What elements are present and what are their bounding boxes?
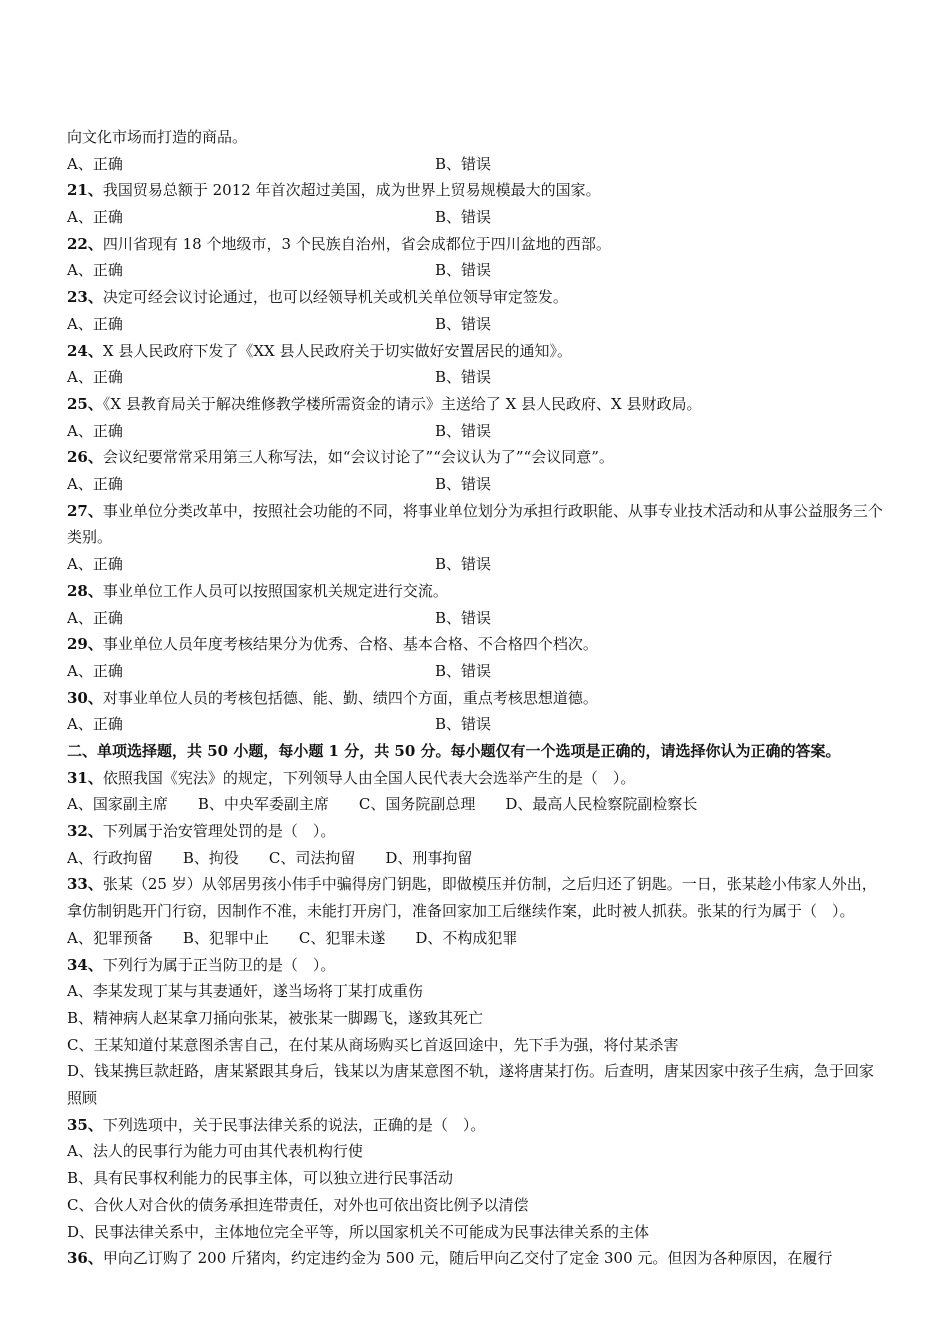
answer-options (67, 551, 887, 578)
question-stem (67, 952, 887, 979)
question-stem (67, 177, 887, 204)
question-stem (67, 1245, 887, 1272)
option-true: A、正确 (67, 421, 123, 440)
answer-option: D、不构成犯罪 (415, 928, 518, 947)
answer-option: B、具有民事权利能力的民事主体，可以独立进行民事活动 (67, 1169, 454, 1188)
option-false: B、错误 (435, 208, 492, 227)
question-stem (67, 498, 887, 551)
question-text: 会议纪要常常采用第三人称写法，如“会议讨论了”“会议认为了”“会议同意”。 (102, 448, 614, 467)
question-text: 对事业单位人员的考核包括德、能、勤、绩四个方面，重点考核思想道德。 (102, 688, 598, 707)
option-true: A、正确 (67, 368, 123, 387)
question-number: 34、 (67, 955, 103, 974)
answer-option: A、犯罪预备 (67, 928, 153, 947)
question-text: 甲向乙订购了 200 斤猪肉，约定违约金为 500 元，随后甲向乙交付了定金 300 元。但因为各种原因，在履行 (102, 1249, 833, 1268)
question-number: 27、 (67, 501, 103, 520)
question-text: 张某（25 岁）从邻居男孩小伟手中骗得房门钥匙，即做模压并仿制，之后归还了钥匙。一日，张某趁小伟家人外出，拿仿制钥匙开门行窃，因制作不准，未能打开房门，准备回家加工后继续作案，此时被人抓获。张某的行为属于（ ）。 (67, 875, 877, 921)
answer-options (67, 605, 887, 632)
question-number: 23、 (67, 288, 103, 307)
question-number: 33、 (67, 875, 103, 894)
question-stem (67, 631, 887, 658)
option-true: A、正确 (67, 314, 123, 333)
question-stem (67, 765, 887, 792)
question-stem (67, 818, 887, 845)
answer-options (67, 791, 887, 818)
question-stem (67, 578, 887, 605)
answer-option: A、李某发现丁某与其妻通奸，遂当场将丁某打成重伤 (67, 982, 423, 1001)
answer-option: D、钱某携巨款赶路，唐某紧跟其身后，钱某以为唐某意图不轨，遂将唐某打伤。后查明，唐某因家中孩子生病，急于回家照顾 (67, 1062, 875, 1108)
question-text: 四川省现有 18 个地级市，3 个民族自治州，省会成都位于四川盆地的西部。 (102, 234, 611, 253)
question-text: X 县人民政府下发了《XX 县人民政府关于切实做好安置居民的通知》。 (102, 341, 572, 360)
answer-option: C、合伙人对合伙的债务承担连带责任，对外也可依出资比例予以清偿 (67, 1195, 529, 1214)
option-true: A、正确 (67, 608, 123, 627)
option-false: B、错误 (435, 608, 492, 627)
question-text: 下列属于治安管理处罚的是（ ）。 (102, 822, 336, 841)
question-number: 26、 (67, 448, 103, 467)
question-stem (67, 871, 887, 924)
answer-options (67, 711, 887, 738)
option-true: A、正确 (67, 715, 123, 734)
answer-option: B、犯罪中止 (182, 928, 269, 947)
question-stem (67, 1112, 887, 1139)
question-stem (67, 231, 887, 258)
answer-option: A、国家副主席 (67, 795, 168, 814)
answer-option: C、王某知道付某意图杀害自己，在付某从商场购买匕首返回途中，先下手为强，将付某杀害 (67, 1035, 679, 1054)
option-false: B、错误 (435, 421, 492, 440)
answer-option: B、中央军委副主席 (197, 795, 329, 814)
continuation-text: 向文化市场而打造的商品。 (67, 128, 248, 146)
answer-option: A、行政拘留 (67, 848, 153, 867)
answer-options (67, 364, 887, 391)
question-number: 36、 (67, 1249, 103, 1268)
answer-option: D、最高人民检察院副检察长 (505, 795, 698, 814)
option-true: A、正确 (67, 475, 123, 494)
option-false: B、错误 (435, 715, 492, 734)
question-stem (67, 391, 887, 418)
question-text: 下列选项中，关于民事法律关系的说法，正确的是（ ）。 (102, 1115, 486, 1134)
section-heading: 二、单项选择题，共 50 小题，每小题 1 分，共 50 分。每小题仅有一个选项是正确的，请选择你认为正确的答案。 (67, 741, 841, 760)
answer-options (67, 418, 887, 445)
answer-option: A、法人的民事行为能力可由其代表机构行使 (67, 1142, 363, 1161)
answer-options (67, 204, 887, 231)
option-false: B、错误 (435, 661, 492, 680)
question-number: 21、 (67, 181, 103, 200)
option-false: B、错误 (435, 314, 492, 333)
question-text: 事业单位人员年度考核结果分为优秀、合格、基本合格、不合格四个档次。 (102, 635, 598, 654)
answer-option: B、拘役 (182, 848, 239, 867)
question-number: 30、 (67, 688, 103, 707)
option-false: B、错误 (435, 261, 492, 280)
option-true: A、正确 (67, 661, 123, 680)
option-true: A、正确 (67, 555, 123, 574)
question-number: 32、 (67, 822, 103, 841)
true-false-section (67, 177, 887, 738)
answer-options (67, 925, 887, 952)
document-page (67, 124, 887, 1272)
question-text: 事业单位工作人员可以按照国家机关规定进行交流。 (102, 581, 448, 600)
question-stem (67, 284, 887, 311)
option-false: B、错误 (435, 475, 492, 494)
answer-options (67, 257, 887, 284)
option-false: B、错误 (435, 368, 492, 387)
answer-option: C、国务院副总理 (358, 795, 476, 814)
question-number: 29、 (67, 635, 103, 654)
answer-option: C、犯罪未遂 (298, 928, 386, 947)
option-true: A、正确 (67, 208, 123, 227)
question-number: 31、 (67, 768, 103, 787)
option-true: A、正确 (67, 154, 123, 173)
question-stem (67, 685, 887, 712)
answer-option: D、刑事拘留 (385, 848, 473, 867)
question-number: 25、 (67, 394, 103, 413)
question-number: 24、 (67, 341, 103, 360)
answer-options (67, 845, 887, 872)
question-text: 我国贸易总额于 2012 年首次超过美国，成为世界上贸易规模最大的国家。 (102, 181, 601, 200)
answer-options (67, 658, 887, 685)
question-stem (67, 444, 887, 471)
question-text: 《X 县教育局关于解决维修教学楼所需资金的请示》主送给了 X 县人民政府、X 县财政局。 (102, 394, 702, 413)
answer-options (67, 471, 887, 498)
question-text: 依照我国《宪法》的规定，下列领导人由全国人民代表大会选举产生的是（ ）。 (102, 768, 636, 787)
option-false: B、错误 (435, 555, 492, 574)
question-text: 决定可经会议讨论通过，也可以经领导机关或机关单位领导审定签发。 (102, 288, 568, 307)
question-number: 22、 (67, 234, 103, 253)
answer-option: D、民事法律关系中，主体地位完全平等，所以国家机关不可能成为民事法律关系的主体 (67, 1222, 650, 1241)
question-text: 下列行为属于正当防卫的是（ ）。 (102, 955, 336, 974)
question-number: 28、 (67, 581, 103, 600)
question-number: 35、 (67, 1115, 103, 1134)
option-false: B、错误 (435, 154, 492, 173)
answer-option: B、精神病人赵某拿刀捅向张某，被张某一脚踢飞，遂致其死亡 (67, 1008, 484, 1027)
answer-option: C、司法拘留 (268, 848, 356, 867)
answer-options (67, 151, 887, 178)
question-stem (67, 338, 887, 365)
option-true: A、正确 (67, 261, 123, 280)
question-text: 事业单位分类改革中，按照社会功能的不同，将事业单位划分为承担行政职能、从事专业技术活动和从事公益服务三个类别。 (67, 501, 883, 547)
multiple-choice-section (67, 765, 887, 1272)
answer-options (67, 311, 887, 338)
